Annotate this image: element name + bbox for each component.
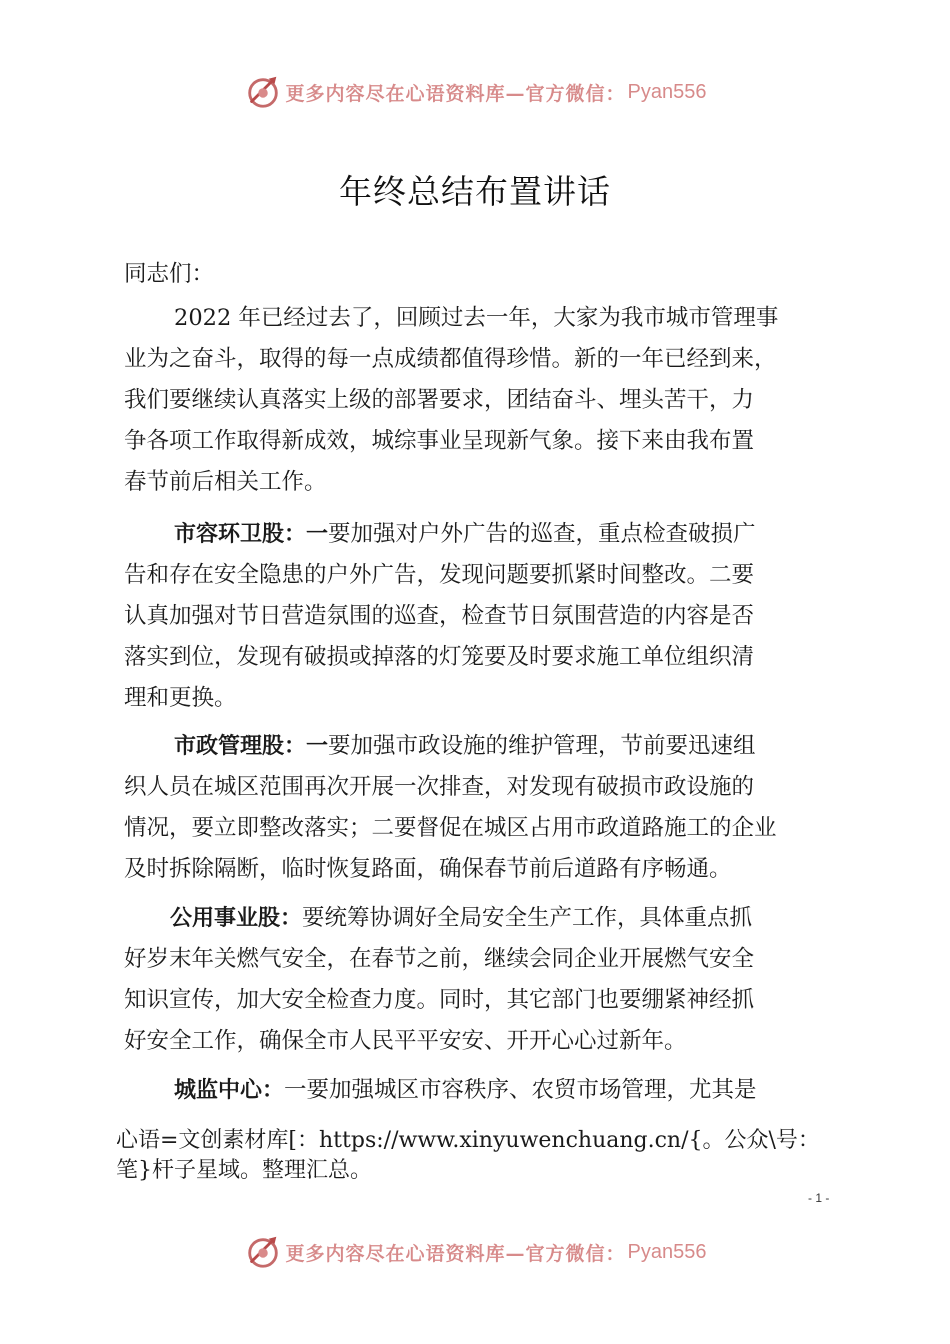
paragraph-line: 2022 年已经过去了，回顾过去一年，大家为我市城市管理事 (174, 305, 779, 331)
paragraph-line: 要统筹协调好全局安全生产工作，具体重点抓 (302, 905, 753, 931)
source-note (116, 1126, 876, 1186)
paragraph-line: 情况，要立即整改落实；二要督促在城区占用市政道路施工的企业 (124, 815, 777, 841)
document-title: 年终总结布置讲话 (339, 172, 611, 211)
paragraph-line: 及时拆除隔断，临时恢复路面，确保春节前后道路有序畅通。 (124, 856, 732, 882)
paragraph-line: 好岁末年关燃气安全，在春节之前，继续会同企业开展燃气安全 (124, 946, 755, 972)
paragraph-line: 理和更换。 (124, 685, 237, 711)
section-heading: 公用事业股： (170, 906, 303, 931)
watermark-banner-top (0, 70, 950, 114)
banner-wechat-id: Pyan556 (627, 1240, 707, 1263)
paragraph-line: 织人员在城区范围再次开展一次排查，对发现有破损市政设施的 (124, 774, 755, 800)
paragraph-line: 认真加强对节日营造氛围的巡查，检查节日氛围营造的内容是否 (124, 603, 755, 629)
brand-logo-icon (244, 73, 282, 111)
brand-logo-icon (244, 1233, 282, 1271)
paragraph-line: 一要加强城区市容秩序、农贸市场管理，尤其是 (284, 1077, 757, 1103)
intro-paragraph (124, 298, 834, 503)
paragraph-line: 春节前后相关工作。 (124, 469, 327, 495)
watermark-banner-bottom (0, 1230, 950, 1274)
source-line: 笔}杆子星域。整理汇总。 (116, 1158, 372, 1183)
banner-text: 更多内容尽在心语资料库—官方微信： (285, 1242, 626, 1265)
salutation: 同志们： (124, 261, 215, 287)
paragraph-line: 知识宣传，加大安全检查力度。同时，其它部门也要绷紧神经抓 (124, 987, 755, 1013)
section-municipal (124, 726, 834, 890)
section-heading: 市政管理股：一 (174, 734, 329, 759)
paragraph-line: 业为之奋斗，取得的每一点成绩都值得珍惜。新的一年已经到来， (124, 346, 777, 372)
source-line: 心语=文创素材库[：https://www.xinyuwenchuang.cn/{。公众\号： (116, 1128, 820, 1153)
paragraph-line: 我们要继续认真落实上级的部署要求，团结奋斗、埋头苦干，力 (124, 387, 755, 413)
salutation-block (124, 254, 834, 295)
paragraph-line: 告和存在安全隐患的户外广告，发现问题要抓紧时间整改。二要 (124, 562, 755, 588)
paragraph-line: 要加强对户外广告的巡查，重点检查破损广 (328, 521, 756, 547)
paragraph-line: 争各项工作取得新成效，城综事业呈现新气象。接下来由我布置 (124, 428, 755, 454)
paragraph-line: 落实到位，发现有破损或掉落的灯笼要及时要求施工单位组织清 (124, 644, 755, 670)
section-heading: 市容环卫股：一 (174, 522, 329, 547)
banner-wechat-id: Pyan556 (627, 80, 707, 103)
section-sanitation (124, 514, 834, 719)
banner-text: 更多内容尽在心语资料库—官方微信： (285, 82, 626, 105)
paragraph-line: 好安全工作，确保全市人民平平安安、开开心心过新年。 (124, 1028, 687, 1054)
section-heading: 城监中心： (174, 1078, 285, 1103)
section-utilities (124, 898, 834, 1062)
section-supervision (124, 1070, 834, 1111)
page-number: - 1 - (808, 1191, 830, 1205)
paragraph-line: 要加强市政设施的维护管理，节前要迅速组 (328, 733, 756, 759)
